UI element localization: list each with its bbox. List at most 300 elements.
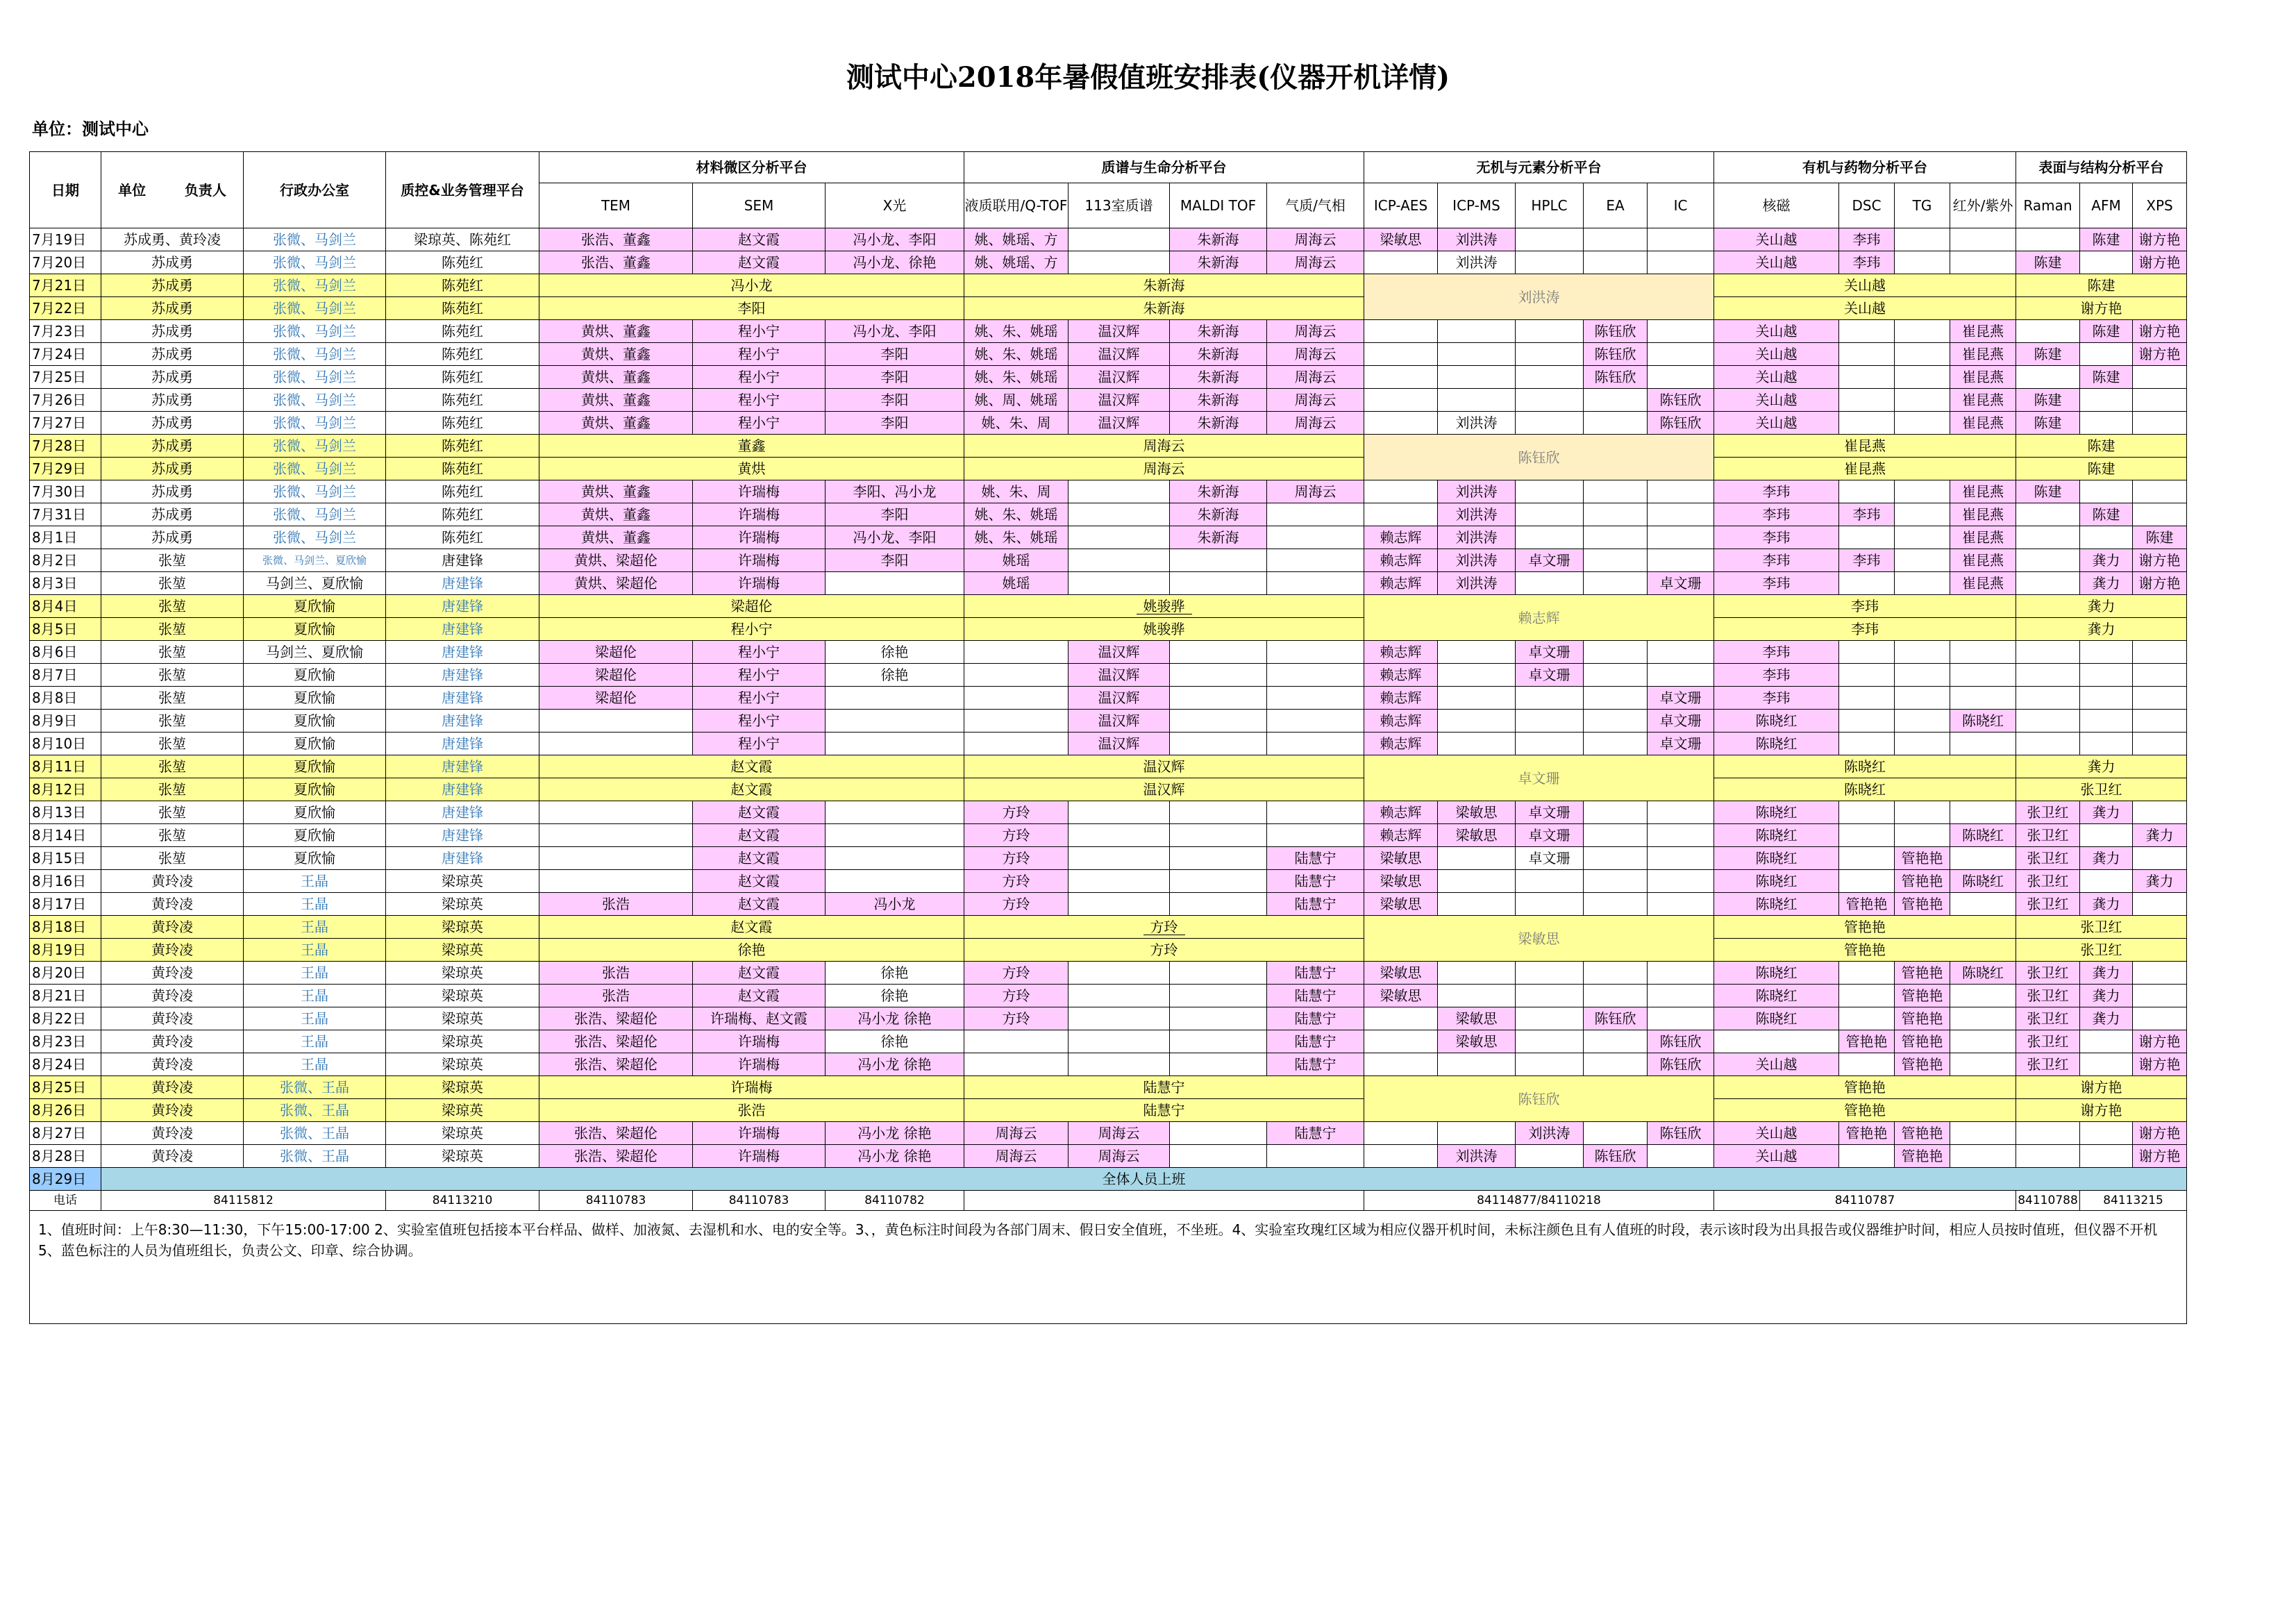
schedule-cell: 龚力 (2080, 801, 2133, 824)
schedule-cell: 黄烘、董鑫 (539, 389, 693, 412)
schedule-cell (1839, 710, 1895, 733)
schedule-cell: 李阳 (826, 343, 964, 366)
schedule-cell: 黄烘、董鑫 (539, 480, 693, 503)
schedule-cell: 谢方艳 (2133, 1122, 2187, 1145)
schedule-cell: 赵文霞 (693, 228, 826, 251)
table-row (30, 503, 2187, 526)
schedule-cell: 唐建锋 (386, 549, 539, 572)
phone-number: 84110783 (539, 1191, 693, 1211)
schedule-cell: 赖志辉 (1364, 572, 1438, 595)
schedule-cell: 李玮 (1714, 572, 1839, 595)
schedule-cell: 陆慧宁 (1267, 1030, 1364, 1053)
schedule-cell: 姚、朱、姚瑶 (964, 526, 1069, 549)
schedule-cell (826, 824, 964, 847)
schedule-cell: 赖志辉 (1364, 710, 1438, 733)
schedule-cell: 苏成勇 (101, 412, 244, 435)
schedule-cell: 陆慧宁 (1267, 847, 1364, 870)
schedule-cell: 谢方艳 (2016, 1076, 2187, 1099)
schedule-cell: 陈钰欣 (1364, 1076, 1714, 1122)
schedule-cell: 方玲 (964, 985, 1069, 1007)
schedule-cell (2080, 641, 2133, 664)
schedule-cell: 许瑞梅 (693, 1030, 826, 1053)
schedule-cell: 卓文珊 (1648, 710, 1714, 733)
schedule-cell (1950, 847, 2016, 870)
schedule-cell (1584, 1122, 1648, 1145)
schedule-cell: 赵文霞 (693, 962, 826, 985)
schedule-cell: 李玮 (1714, 595, 2016, 618)
table-row (30, 778, 2187, 801)
schedule-cell: 苏成勇、黄玲凌 (101, 228, 244, 251)
header-platform-organic: 有机与药物分析平台 (1714, 152, 2016, 183)
table-row (30, 274, 2187, 297)
schedule-cell: 苏成勇 (101, 251, 244, 274)
schedule-cell: 陈苑红 (386, 274, 539, 297)
schedule-cell: 刘洪涛 (1438, 1145, 1516, 1168)
schedule-cell (1170, 847, 1267, 870)
schedule-cell: 龚力 (2133, 870, 2187, 893)
schedule-cell (1895, 526, 1950, 549)
date-cell: 8月17日 (30, 893, 101, 916)
schedule-cell (1516, 962, 1584, 985)
table-row (30, 526, 2187, 549)
schedule-cell (1895, 733, 1950, 755)
schedule-cell: 崔昆燕 (1950, 412, 2016, 435)
schedule-cell: 陈建 (2080, 366, 2133, 389)
schedule-cell: 龚力 (2016, 618, 2187, 641)
schedule-cell (964, 687, 1069, 710)
schedule-cell (826, 687, 964, 710)
schedule-cell (1950, 641, 2016, 664)
schedule-cell (2080, 1053, 2133, 1076)
schedule-cell: 陈晓红 (1714, 1007, 1839, 1030)
table-row (30, 824, 2187, 847)
schedule-cell (1516, 985, 1584, 1007)
schedule-cell: 管艳艳 (1839, 1122, 1895, 1145)
header-instrument: 核磁 (1714, 183, 1839, 228)
schedule-cell: 卓文珊 (1516, 641, 1584, 664)
schedule-cell (1648, 893, 1714, 916)
schedule-cell (1516, 389, 1584, 412)
schedule-cell: 陈苑红 (386, 389, 539, 412)
schedule-cell: 崔昆燕 (1950, 366, 2016, 389)
schedule-cell: 龚力 (2080, 893, 2133, 916)
schedule-cell (1516, 526, 1584, 549)
schedule-cell: 黄玲凌 (101, 1076, 244, 1099)
schedule-cell: 陈苑红 (386, 366, 539, 389)
schedule-cell: 周海云 (1267, 366, 1364, 389)
table-row (30, 641, 2187, 664)
schedule-cell (1839, 366, 1895, 389)
table-row (30, 320, 2187, 343)
schedule-cell: 谢方艳 (2133, 549, 2187, 572)
header-instrument: SEM (693, 183, 826, 228)
schedule-cell: 管艳艳 (1895, 1007, 1950, 1030)
schedule-cell (2080, 687, 2133, 710)
schedule-cell (1839, 480, 1895, 503)
schedule-cell: 赵文霞 (693, 801, 826, 824)
schedule-cell: 程小宁 (693, 343, 826, 366)
table-row (30, 480, 2187, 503)
date-cell: 8月12日 (30, 778, 101, 801)
schedule-cell: 姚骏骅 (964, 595, 1364, 618)
schedule-cell: 陈晓红 (1714, 801, 1839, 824)
schedule-cell: 陈建 (2016, 389, 2080, 412)
schedule-cell (2133, 412, 2187, 435)
schedule-cell (2133, 641, 2187, 664)
schedule-cell (2080, 664, 2133, 687)
schedule-cell (964, 664, 1069, 687)
schedule-cell: 陈晓红 (1714, 824, 1839, 847)
schedule-cell: 苏成勇 (101, 343, 244, 366)
date-cell: 7月25日 (30, 366, 101, 389)
schedule-cell: 张微、马剑兰 (244, 435, 386, 458)
schedule-cell (1648, 985, 1714, 1007)
schedule-cell: 朱新海 (1170, 251, 1267, 274)
schedule-cell: 方玲 (964, 801, 1069, 824)
header-date: 日期 (30, 152, 101, 228)
schedule-cell (2080, 710, 2133, 733)
schedule-cell (1516, 1145, 1584, 1168)
schedule-cell: 程小宁 (693, 687, 826, 710)
schedule-cell: 赵文霞 (693, 251, 826, 274)
schedule-cell: 梁超伦 (539, 641, 693, 664)
schedule-cell (1069, 480, 1170, 503)
schedule-cell (1364, 503, 1438, 526)
schedule-cell: 周海云 (1267, 343, 1364, 366)
schedule-cell: 梁超伦 (539, 664, 693, 687)
schedule-cell: 张堃 (101, 801, 244, 824)
schedule-cell: 程小宁 (693, 366, 826, 389)
schedule-cell (2133, 503, 2187, 526)
phone-number (964, 1191, 1364, 1211)
schedule-cell (2133, 664, 2187, 687)
schedule-cell (2016, 641, 2080, 664)
schedule-cell (1950, 801, 2016, 824)
schedule-cell: 唐建锋 (386, 733, 539, 755)
date-cell: 8月21日 (30, 985, 101, 1007)
schedule-cell (1170, 710, 1267, 733)
schedule-cell: 赖志辉 (1364, 549, 1438, 572)
schedule-cell: 李玮 (1714, 503, 1839, 526)
header-instrument: TG (1895, 183, 1950, 228)
phone-number: 84114877/84110218 (1364, 1191, 1714, 1211)
table-row (30, 1145, 2187, 1168)
schedule-cell: 许瑞梅 (693, 503, 826, 526)
schedule-cell (2133, 366, 2187, 389)
schedule-cell (1648, 228, 1714, 251)
schedule-cell: 管艳艳 (1895, 893, 1950, 916)
schedule-cell (1584, 985, 1648, 1007)
schedule-cell: 刘洪涛 (1438, 480, 1516, 503)
date-cell: 8月22日 (30, 1007, 101, 1030)
schedule-cell: 温汉辉 (1069, 389, 1170, 412)
schedule-cell (2133, 687, 2187, 710)
schedule-cell (1584, 1053, 1648, 1076)
schedule-cell: 李玮 (1839, 228, 1895, 251)
table-row (30, 366, 2187, 389)
schedule-cell: 黄玲凌 (101, 985, 244, 1007)
schedule-cell: 陈晓红 (1950, 824, 2016, 847)
schedule-cell: 龚力 (2080, 572, 2133, 595)
schedule-cell: 黄玲凌 (101, 1122, 244, 1145)
schedule-cell: 唐建锋 (386, 778, 539, 801)
table-row (30, 572, 2187, 595)
schedule-cell: 王晶 (244, 1030, 386, 1053)
schedule-cell (1895, 228, 1950, 251)
schedule-cell (964, 733, 1069, 755)
schedule-cell (2016, 710, 2080, 733)
schedule-cell (539, 847, 693, 870)
schedule-cell: 许瑞梅 (693, 572, 826, 595)
schedule-cell: 冯小龙 (539, 274, 964, 297)
schedule-cell (1950, 1007, 2016, 1030)
schedule-cell: 方玲 (964, 1007, 1069, 1030)
schedule-cell: 陈钰欣 (1648, 412, 1714, 435)
schedule-cell: 崔昆燕 (1950, 480, 2016, 503)
schedule-cell: 陈钰欣 (1584, 1145, 1648, 1168)
schedule-cell: 许瑞梅、赵文霞 (693, 1007, 826, 1030)
schedule-cell: 张堃 (101, 847, 244, 870)
schedule-cell (1584, 870, 1648, 893)
schedule-cell: 方玲 (964, 962, 1069, 985)
table-row (30, 710, 2187, 733)
schedule-cell: 梁琼英 (386, 870, 539, 893)
schedule-cell: 张卫红 (2016, 1053, 2080, 1076)
schedule-cell: 梁琼英 (386, 1145, 539, 1168)
schedule-cell: 关山越 (1714, 320, 1839, 343)
schedule-cell: 许瑞梅 (693, 1053, 826, 1076)
schedule-cell: 冯小龙 徐艳 (826, 1145, 964, 1168)
schedule-cell (1364, 412, 1438, 435)
table-row (30, 1168, 2187, 1191)
schedule-cell: 朱新海 (1170, 412, 1267, 435)
header-instrument: TEM (539, 183, 693, 228)
schedule-cell: 朱新海 (1170, 480, 1267, 503)
schedule-cell (1267, 549, 1364, 572)
schedule-cell: 黄玲凌 (101, 870, 244, 893)
schedule-cell (2080, 480, 2133, 503)
table-row (30, 847, 2187, 870)
schedule-cell (1516, 503, 1584, 526)
schedule-cell: 刘洪涛 (1438, 412, 1516, 435)
schedule-cell: 崔昆燕 (1950, 389, 2016, 412)
schedule-cell (2133, 710, 2187, 733)
schedule-cell: 李玮 (1714, 618, 2016, 641)
schedule-cell: 陈晓红 (1714, 710, 1839, 733)
schedule-cell (1648, 343, 1714, 366)
schedule-cell (1364, 1030, 1438, 1053)
table-row (30, 389, 2187, 412)
schedule-cell: 张浩、梁超伦 (539, 1007, 693, 1030)
notes-text: 1、值班时间：上午8:30—11:30，下午15:00-17:00 2、实验室值班包括接本平台样品、做样、加液氮、去湿机和水、电的安全等。3、，黄色标注时间段为各部门周末、假日安全值班，不坐班。4、实验室玫瑰红区域为相应仪器开机时间，未标注颜色且有人值班的时段，表示该时段为出具报告或仪器维护时间，相应人员按时值班，但仪器不开机5、蓝色标注的人员为值班组长，负责公文、印章、综合协调。 (30, 1211, 2187, 1324)
schedule-cell (1895, 801, 1950, 824)
schedule-cell: 龚力 (2080, 847, 2133, 870)
schedule-cell (2080, 1030, 2133, 1053)
schedule-cell (964, 641, 1069, 664)
schedule-cell: 谢方艳 (2133, 343, 2187, 366)
schedule-cell: 黄烘、董鑫 (539, 320, 693, 343)
schedule-cell: 张微、马剑兰 (244, 228, 386, 251)
schedule-cell (1584, 251, 1648, 274)
schedule-cell (1648, 801, 1714, 824)
schedule-cell: 许瑞梅 (539, 1076, 964, 1099)
schedule-cell: 李玮 (1714, 526, 1839, 549)
table-row (30, 412, 2187, 435)
date-cell: 8月19日 (30, 939, 101, 962)
header-instrument: XPS (2133, 183, 2187, 228)
schedule-cell: 龚力 (2133, 824, 2187, 847)
schedule-cell: 黄烘、梁超伦 (539, 572, 693, 595)
schedule-cell (1584, 664, 1648, 687)
schedule-cell (1839, 687, 1895, 710)
schedule-cell: 赵文霞 (693, 824, 826, 847)
header-instrument: 红外/紫外 (1950, 183, 2016, 228)
schedule-cell: 梁敏思 (1364, 985, 1438, 1007)
schedule-cell (1839, 1145, 1895, 1168)
schedule-cell: 周海云 (1267, 320, 1364, 343)
schedule-cell: 崔昆燕 (1950, 343, 2016, 366)
schedule-cell: 张微、马剑兰、夏欣愉 (244, 549, 386, 572)
schedule-cell: 谢方艳 (2133, 320, 2187, 343)
header-instrument: IC (1648, 183, 1714, 228)
schedule-cell (1839, 389, 1895, 412)
schedule-cell (2016, 733, 2080, 755)
schedule-cell (1170, 1053, 1267, 1076)
schedule-cell: 梁超伦 (539, 595, 964, 618)
schedule-cell: 梁琼英、陈苑红 (386, 228, 539, 251)
schedule-cell: 张卫红 (2016, 778, 2187, 801)
schedule-cell: 姚、朱、姚瑶 (964, 320, 1069, 343)
schedule-cell: 赵文霞 (539, 778, 964, 801)
schedule-cell (1516, 343, 1584, 366)
schedule-cell (1584, 687, 1648, 710)
schedule-cell (1516, 893, 1584, 916)
schedule-cell (826, 733, 964, 755)
schedule-cell: 崔昆燕 (1950, 549, 2016, 572)
schedule-cell: 张浩 (539, 1099, 964, 1122)
table-row (30, 251, 2187, 274)
schedule-cell: 苏成勇 (101, 274, 244, 297)
schedule-cell: 张微、马剑兰 (244, 389, 386, 412)
schedule-cell (2016, 1122, 2080, 1145)
schedule-cell: 陈晓红 (1714, 847, 1839, 870)
schedule-cell (539, 824, 693, 847)
schedule-cell: 张卫红 (2016, 962, 2080, 985)
schedule-cell (1648, 641, 1714, 664)
schedule-cell (1170, 733, 1267, 755)
schedule-cell: 王晶 (244, 916, 386, 939)
schedule-cell (1839, 572, 1895, 595)
schedule-cell: 黄玲凌 (101, 916, 244, 939)
schedule-cell: 张堃 (101, 687, 244, 710)
schedule-cell: 刘洪涛 (1438, 549, 1516, 572)
schedule-cell: 王晶 (244, 985, 386, 1007)
schedule-cell: 李玮 (1839, 503, 1895, 526)
date-cell: 7月28日 (30, 435, 101, 458)
schedule-cell: 梁琼英 (386, 985, 539, 1007)
schedule-cell: 许瑞梅 (693, 526, 826, 549)
schedule-cell: 夏欣愉 (244, 847, 386, 870)
header-instrument: ICP-AES (1364, 183, 1438, 228)
schedule-cell: 姚、周、姚瑶 (964, 389, 1069, 412)
schedule-cell: 梁琼英 (386, 1076, 539, 1099)
schedule-cell (2133, 801, 2187, 824)
schedule-cell: 徐艳 (826, 962, 964, 985)
schedule-cell: 卓文珊 (1648, 687, 1714, 710)
schedule-cell: 陈建 (2080, 503, 2133, 526)
date-cell: 8月18日 (30, 916, 101, 939)
schedule-cell (1069, 824, 1170, 847)
schedule-cell: 陆慧宁 (1267, 1122, 1364, 1145)
schedule-cell: 冯小龙 徐艳 (826, 1007, 964, 1030)
schedule-cell: 夏欣愉 (244, 618, 386, 641)
schedule-cell: 卓文珊 (1648, 572, 1714, 595)
schedule-cell: 周海云 (1267, 480, 1364, 503)
schedule-cell: 谢方艳 (2133, 572, 2187, 595)
schedule-cell (539, 710, 693, 733)
schedule-cell (1895, 503, 1950, 526)
schedule-cell: 梁敏思 (1438, 801, 1516, 824)
schedule-cell: 程小宁 (693, 320, 826, 343)
schedule-cell: 张浩、梁超伦 (539, 1122, 693, 1145)
schedule-cell (1516, 1007, 1584, 1030)
schedule-cell: 夏欣愉 (244, 710, 386, 733)
schedule-cell: 梁超伦 (539, 687, 693, 710)
duty-schedule-table (29, 151, 2187, 1324)
schedule-cell (1584, 526, 1648, 549)
schedule-cell: 陈钰欣 (1584, 343, 1648, 366)
schedule-cell: 陈钰欣 (1648, 389, 1714, 412)
schedule-cell (1584, 733, 1648, 755)
schedule-cell: 周海云 (964, 458, 1364, 480)
schedule-cell (1170, 572, 1267, 595)
schedule-cell (2133, 847, 2187, 870)
header-platform-inorganic: 无机与元素分析平台 (1364, 152, 1714, 183)
schedule-cell: 苏成勇 (101, 480, 244, 503)
schedule-cell (1069, 526, 1170, 549)
schedule-cell: 陈建 (2080, 228, 2133, 251)
date-cell: 7月20日 (30, 251, 101, 274)
schedule-cell: 方玲 (964, 824, 1069, 847)
schedule-cell: 关山越 (1714, 1122, 1839, 1145)
schedule-cell: 唐建锋 (386, 755, 539, 778)
schedule-cell: 梁敏思 (1364, 962, 1438, 985)
schedule-cell: 陈晓红 (1714, 755, 2016, 778)
schedule-cell: 梁琼英 (386, 916, 539, 939)
schedule-cell: 黄玲凌 (101, 893, 244, 916)
schedule-cell: 苏成勇 (101, 366, 244, 389)
date-cell: 7月19日 (30, 228, 101, 251)
schedule-cell: 李阳 (539, 297, 964, 320)
schedule-cell: 苏成勇 (101, 435, 244, 458)
schedule-cell (1839, 733, 1895, 755)
schedule-cell (2080, 412, 2133, 435)
schedule-cell: 张卫红 (2016, 870, 2080, 893)
schedule-cell: 张浩 (539, 985, 693, 1007)
schedule-cell: 苏成勇 (101, 320, 244, 343)
schedule-cell (1516, 251, 1584, 274)
schedule-cell: 张微、王晶 (244, 1076, 386, 1099)
header-instrument: EA (1584, 183, 1648, 228)
schedule-cell: 卓文珊 (1364, 755, 1714, 801)
schedule-cell: 姚、朱、姚瑶 (964, 503, 1069, 526)
schedule-cell: 朱新海 (1170, 526, 1267, 549)
schedule-cell: 陈建 (2016, 274, 2187, 297)
schedule-cell (1170, 664, 1267, 687)
schedule-cell: 赖志辉 (1364, 687, 1438, 710)
schedule-cell (1839, 641, 1895, 664)
schedule-cell (2016, 572, 2080, 595)
